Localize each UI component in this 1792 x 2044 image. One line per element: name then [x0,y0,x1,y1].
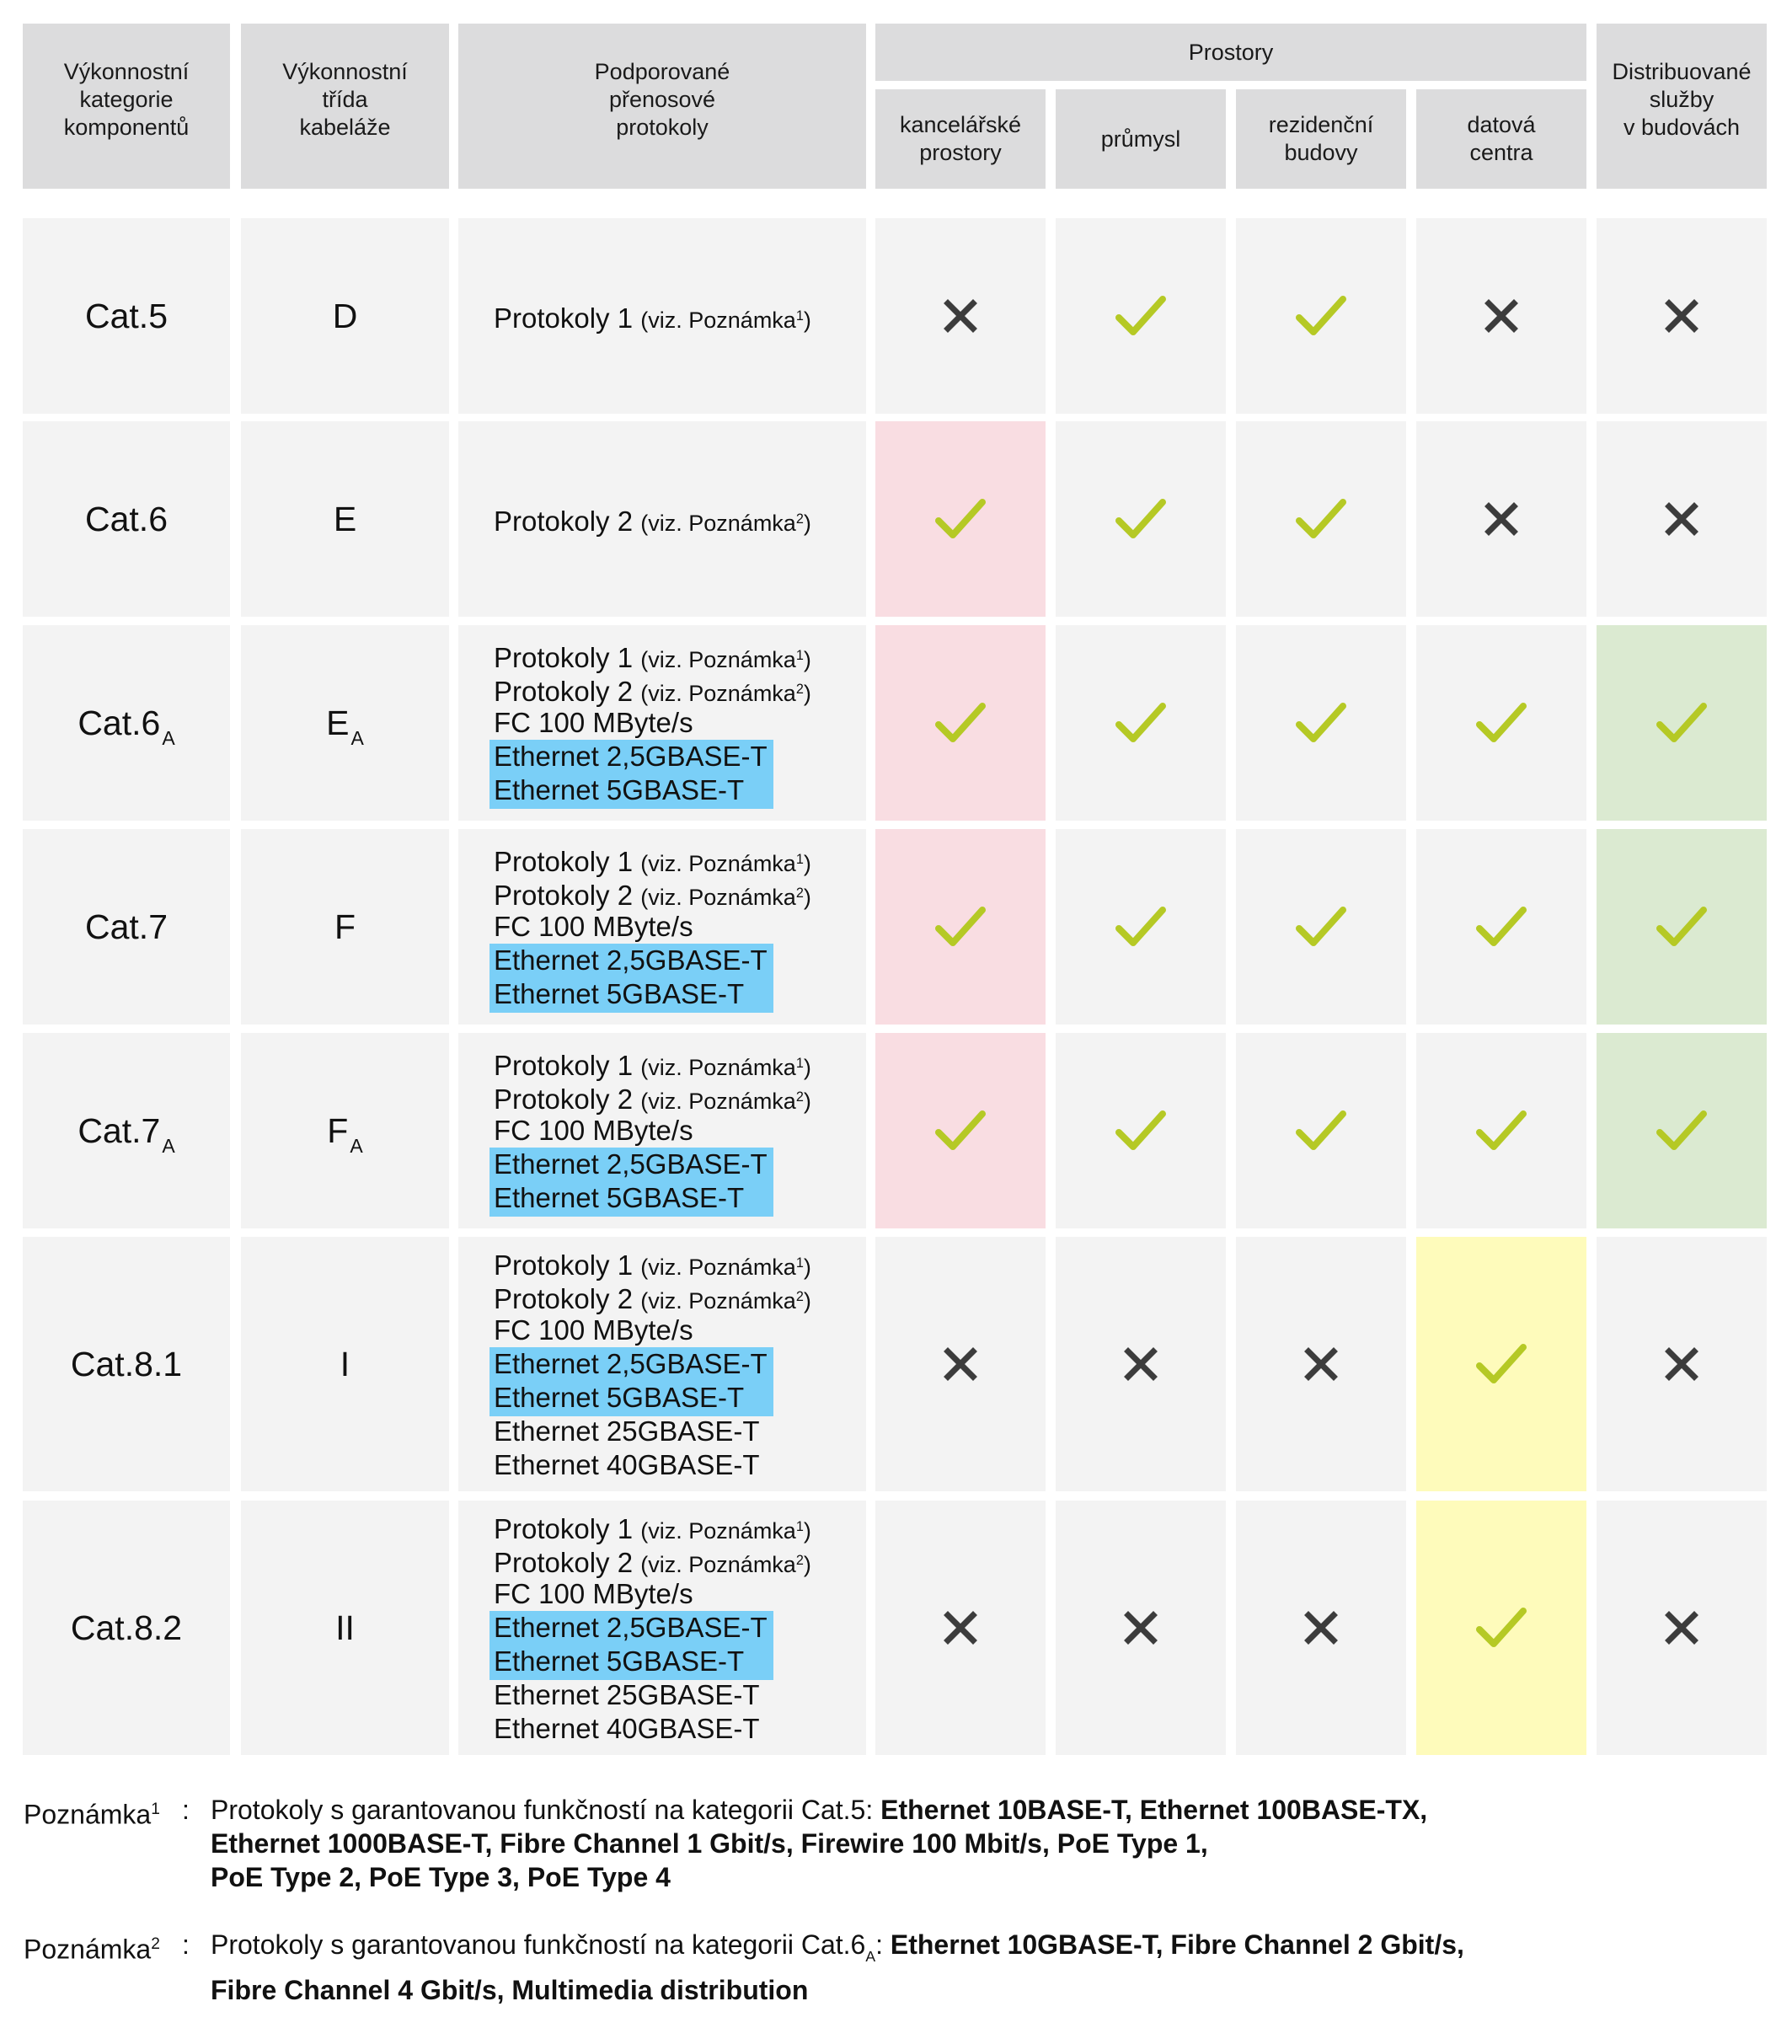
protocol-name: Ethernet 5GBASE-T [494,1382,745,1413]
check-icon [1475,1606,1527,1650]
cross-icon [1304,1347,1338,1381]
support-cell [875,421,1046,617]
protocols-cell [458,625,866,821]
protocol-item [458,1544,811,1577]
protocol-name: Ethernet 5GBASE-T [494,1645,745,1677]
support-cell [1416,1501,1586,1755]
class-label: D [332,296,358,335]
footnote-text [211,1928,1464,2007]
support-cell [1056,1501,1226,1755]
footnote-label-text: Poznámka [24,1934,152,1965]
footnote-line [211,1827,1427,1860]
header-line: Podporované [594,58,730,84]
protocol-note-close: ) [803,680,811,706]
category-cell [23,421,230,617]
header-space-text [1269,111,1374,167]
protocol-name: Ethernet 2,5GBASE-T [494,944,768,976]
class-cell [241,1033,449,1228]
support-cell [1597,421,1767,617]
cross-icon [1665,1611,1698,1645]
protocol-name: Ethernet 25GBASE-T [494,1679,760,1710]
cross-icon [1665,1347,1698,1381]
protocol-note [640,308,811,333]
support-cell [1597,1501,1767,1755]
check-icon [1115,294,1167,338]
footnote-segment: Fibre Channel 4 Gbit/s, Multimedia distribution [211,1974,809,2005]
footnote-segment: Ethernet 10BASE-T, Ethernet 100BASE-TX, [880,1795,1428,1825]
support-cell [1236,1033,1406,1228]
check-icon [1295,1109,1347,1153]
protocols-cell [458,218,866,414]
support-cell [875,1033,1046,1228]
cross-icon [1665,299,1698,333]
category-cell [23,829,230,1025]
protocol-item [458,1347,811,1381]
protocol-item [458,1611,811,1645]
protocol-item [458,1280,811,1314]
class-label: F [334,907,356,946]
footnote-line [211,1793,1427,1827]
footnote-segment: Protokoly s garantovanou funkčností na kategorii Cat.6 [211,1929,866,1960]
footnote-line [211,1860,1427,1894]
protocol-note-text: (viz. Poznámka [640,1551,796,1577]
support-cell [1416,1033,1586,1228]
category-label: Cat.8.1 [70,1344,183,1383]
header-category [23,24,230,189]
class-label: E [326,703,350,742]
protocol-note-close: ) [803,1551,811,1577]
support-cell [1416,421,1586,617]
category-cell [23,218,230,414]
protocol-item [458,502,811,536]
protocol-note-text: (viz. Poznámka [640,1287,796,1314]
header-space-text [1467,111,1535,167]
footnote-segment: PoE Type 2, PoE Type 3, PoE Type 4 [211,1862,671,1892]
protocol-item [458,740,811,773]
support-cell [1597,625,1767,821]
protocols-cell [458,1237,866,1491]
support-cell [1236,218,1406,414]
protocol-item [458,1046,811,1080]
protocol-item [458,773,811,807]
header-class [241,24,449,189]
check-icon [1295,701,1347,745]
support-cell [1416,218,1586,414]
check-icon [1656,905,1708,949]
protocol-note [640,1255,811,1280]
header-line: Distribuované [1612,58,1752,84]
protocol-list [458,299,811,333]
header-line: v budovách [1623,114,1741,140]
cross-icon [944,1611,977,1645]
protocol-list [458,502,811,536]
footnote-label [24,1928,160,1966]
protocol-item [458,944,811,977]
protocol-note-close: ) [803,307,811,333]
protocol-note-sup: 1 [795,1056,804,1071]
protocol-name: Protokoly 2 [494,1546,634,1578]
check-icon [1295,294,1347,338]
cross-icon [1484,299,1518,333]
footnote-label-sup: 2 [151,1935,160,1953]
header-line: kabeláže [299,114,391,140]
support-cell [1597,829,1767,1025]
footnote-segment: Ethernet 10GBASE-T, Fibre Channel 2 Gbit/s, [890,1929,1464,1960]
header-line: služby [1649,86,1714,112]
footnote-segment: : [875,1929,891,1960]
header-space-text [900,111,1021,167]
class-cell [241,625,449,821]
support-cell [1056,829,1226,1025]
protocol-list [458,1510,811,1746]
protocol-note-sup: 2 [795,511,804,527]
class-subscript: A [350,1134,363,1157]
footnote-segment: Protokoly s garantovanou funkčností na kategorii Cat.5: [211,1795,881,1825]
header-space-2 [1236,89,1406,189]
protocol-list [458,1046,811,1215]
header-class-text [282,58,408,142]
support-cell [1056,1033,1226,1228]
protocols-cell [458,1033,866,1228]
check-icon [1475,1109,1527,1153]
class-label: E [333,499,357,538]
protocol-note-close: ) [803,1054,811,1080]
protocol-note-sup: 2 [795,886,804,901]
support-cell [1597,1237,1767,1491]
protocol-note-close: ) [803,510,811,536]
protocol-item [458,706,811,740]
support-cell [1236,829,1406,1025]
footnote-label-sup: 1 [151,1801,160,1818]
check-icon [1295,497,1347,541]
protocol-name: Ethernet 5GBASE-T [494,774,745,805]
category-cell [23,1501,230,1755]
category-label: Cat.7 [85,907,168,946]
check-icon [1475,1342,1527,1386]
check-icon [934,701,987,745]
protocol-name: Protokoly 1 [494,1512,634,1544]
protocol-note-text: (viz. Poznámka [640,1088,796,1114]
protocol-item [458,977,811,1011]
category-label: Cat.6 [85,499,168,538]
header-line: třída [322,86,368,112]
header-line: Výkonnostní [282,58,408,84]
protocol-note-close: ) [803,646,811,672]
header-protocols [458,24,866,189]
protocol-name: Ethernet 2,5GBASE-T [494,1148,768,1180]
check-icon [1115,905,1167,949]
header-protocols-text [595,58,730,142]
protocol-list [458,843,811,1011]
cross-icon [944,299,977,333]
support-cell [1236,625,1406,821]
protocol-note [640,851,811,876]
class-cell [241,1237,449,1491]
protocol-item [458,1114,811,1148]
protocol-name: Protokoly 2 [494,505,634,537]
support-cell [875,1237,1046,1491]
protocol-note-sup: 1 [795,852,804,867]
protocol-item [458,1645,811,1678]
check-icon [1295,905,1347,949]
protocol-note-sup: 1 [795,1255,804,1271]
category-label: Cat.7 [78,1110,161,1150]
protocol-name: FC 100 MByte/s [494,1115,693,1146]
protocol-name: Protokoly 2 [494,675,634,707]
check-icon [1656,701,1708,745]
support-cell [1416,625,1586,821]
support-cell [1597,218,1767,414]
check-icon [934,1109,987,1153]
footnote-colon: : [182,1795,190,1825]
protocol-name: Protokoly 1 [494,641,634,673]
footnote-colon: : [182,1929,190,1960]
category-subscript: A [162,726,175,749]
class-label: II [335,1608,355,1647]
protocol-note [640,1552,811,1577]
footnote-line [211,1928,1464,1973]
protocol-item [458,876,811,910]
header-line: Výkonnostní [63,58,190,84]
protocol-name: FC 100 MByte/s [494,911,693,942]
protocol-name: Protokoly 2 [494,1282,634,1314]
protocol-name: Protokoly 1 [494,1249,634,1281]
protocol-note-sup: 2 [795,1553,804,1568]
support-cell [1056,625,1226,821]
protocol-name: Protokoly 1 [494,302,634,334]
protocol-item [458,1415,811,1448]
header-line: přenosové [608,86,716,112]
category-cell [23,1237,230,1491]
class-cell [241,1501,449,1755]
protocol-name: Protokoly 1 [494,845,634,877]
protocol-name: FC 100 MByte/s [494,707,693,738]
protocol-note [640,1518,811,1544]
footnote-line [211,1973,1464,2007]
protocol-item [458,299,811,333]
header-line: průmysl [1100,126,1181,152]
footnote-label-text: Poznámka [24,1799,152,1830]
protocol-note-sup: 2 [795,682,804,697]
protocol-note-text: (viz. Poznámka [640,1054,796,1080]
support-cell [875,218,1046,414]
check-icon [1115,497,1167,541]
protocol-note-close: ) [803,1287,811,1314]
support-cell [875,1501,1046,1755]
class-cell [241,421,449,617]
check-icon [934,905,987,949]
protocol-item [458,1080,811,1114]
support-cell [1056,218,1226,414]
protocol-name: Ethernet 5GBASE-T [494,978,745,1009]
check-icon [1115,701,1167,745]
support-cell [1597,1033,1767,1228]
protocol-name: Protokoly 2 [494,1083,634,1115]
support-cell [1056,421,1226,617]
header-space-text [1101,126,1181,153]
protocol-note-sup: 1 [795,1519,804,1534]
protocol-note-text: (viz. Poznámka [640,646,796,672]
support-cell [1236,1501,1406,1755]
category-subscript: A [162,1134,175,1157]
protocol-item [458,672,811,706]
footnote-label [24,1793,160,1832]
check-icon [1115,1109,1167,1153]
cross-icon [1665,502,1698,536]
protocol-note-text: (viz. Poznámka [640,510,796,536]
protocol-name: Ethernet 2,5GBASE-T [494,1348,768,1379]
footnote-text [211,1793,1427,1894]
protocol-note [640,885,811,910]
header-line: centra [1469,140,1533,165]
cross-icon [1304,1611,1338,1645]
header-category-text [64,58,190,142]
header-line: kategorie [79,86,174,112]
support-cell [1236,421,1406,617]
support-cell [1416,829,1586,1025]
protocol-note-text: (viz. Poznámka [640,850,796,876]
header-space-1 [1056,89,1226,189]
protocols-cell [458,1501,866,1755]
protocol-name: Ethernet 40GBASE-T [494,1713,760,1744]
protocol-item [458,843,811,876]
protocol-note-sup: 1 [795,308,804,324]
class-label: F [327,1110,349,1150]
footnote-segment: A [865,1947,876,1965]
protocol-name: Ethernet 25GBASE-T [494,1415,760,1447]
header-space-3 [1416,89,1586,189]
header-line: rezidenční [1268,112,1374,137]
footnote-segment: Ethernet 1000BASE-T, Fibre Channel 1 Gbit/s, Firewire 100 Mbit/s, PoE Type 1, [211,1828,1208,1859]
protocol-item [458,1246,811,1280]
protocol-list [458,1246,811,1482]
support-cell [1236,1237,1406,1491]
protocol-name: FC 100 MByte/s [494,1578,693,1609]
protocol-note [640,647,811,672]
protocol-note-close: ) [803,850,811,876]
header-line: protokoly [616,114,709,140]
protocol-note [640,1055,811,1080]
support-cell [1056,1237,1226,1491]
class-label: I [340,1344,350,1383]
protocol-note-close: ) [803,1088,811,1114]
protocol-note [640,1089,811,1114]
protocol-item [458,1712,811,1746]
protocol-item [458,1510,811,1544]
protocol-note-sup: 2 [795,1089,804,1105]
protocol-note-sup: 1 [795,648,804,663]
header-line: budovy [1284,140,1358,165]
protocol-name: Ethernet 40GBASE-T [494,1449,760,1480]
header-spaces: Prostory [875,24,1586,81]
protocol-item [458,1314,811,1347]
header-line: prostory [919,140,1002,165]
check-icon [1475,905,1527,949]
header-line: kancelářské [899,112,1022,137]
category-cell [23,625,230,821]
check-icon [934,497,987,541]
cross-icon [1484,502,1518,536]
protocol-name: FC 100 MByte/s [494,1314,693,1346]
protocol-note-close: ) [803,1254,811,1280]
cross-icon [1124,1347,1158,1381]
protocol-name: Ethernet 2,5GBASE-T [494,741,768,772]
protocol-name: Protokoly 1 [494,1049,634,1081]
category-label: Cat.8.2 [70,1608,183,1647]
protocol-note-text: (viz. Poznámka [640,1254,796,1280]
protocol-item [458,1678,811,1712]
protocol-note-text: (viz. Poznámka [640,307,796,333]
header-space-0 [875,89,1046,189]
cross-icon [1124,1611,1158,1645]
protocol-note-sup: 2 [795,1289,804,1304]
protocol-note [640,511,811,536]
category-label: Cat.5 [85,296,168,335]
check-icon [1656,1109,1708,1153]
header-distributed-text [1612,58,1751,142]
header-line: datová [1467,112,1536,137]
protocol-note-close: ) [803,1517,811,1544]
class-cell [241,218,449,414]
protocol-item [458,1448,811,1482]
protocol-name: Protokoly 2 [494,879,634,911]
category-label: Cat.6 [78,703,161,742]
protocols-cell [458,829,866,1025]
protocol-name: Ethernet 2,5GBASE-T [494,1612,768,1643]
protocol-note [640,1288,811,1314]
protocol-note-text: (viz. Poznámka [640,680,796,706]
cross-icon [944,1347,977,1381]
protocol-note [640,681,811,706]
class-subscript: A [350,726,364,749]
support-cell [875,829,1046,1025]
protocol-item [458,1577,811,1611]
protocol-item [458,910,811,944]
protocols-cell [458,421,866,617]
support-cell [875,625,1046,821]
class-cell [241,829,449,1025]
protocol-item [458,639,811,672]
support-cell [1416,1237,1586,1491]
protocol-note-text: (viz. Poznámka [640,1517,796,1544]
protocol-note-close: ) [803,884,811,910]
protocol-item [458,1381,811,1415]
check-icon [1475,701,1527,745]
category-cell [23,1033,230,1228]
header-line: komponentů [63,114,190,140]
header-distributed [1597,24,1767,189]
protocol-item [458,1181,811,1215]
protocol-note-text: (viz. Poznámka [640,884,796,910]
protocol-name: Ethernet 5GBASE-T [494,1182,745,1213]
protocol-item [458,1148,811,1181]
protocol-list [458,639,811,807]
